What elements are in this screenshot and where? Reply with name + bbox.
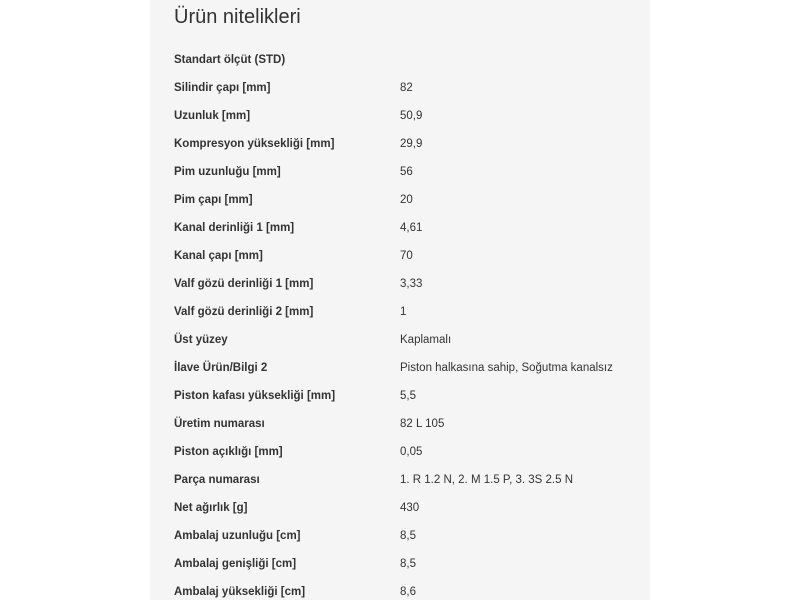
table-row — [174, 158, 634, 186]
attribute-name: Silindir çapı [mm] — [174, 82, 271, 94]
table-row — [174, 354, 634, 382]
attribute-value: 4,61 — [400, 222, 423, 234]
attribute-name: Ambalaj genişliği [cm] — [174, 558, 297, 570]
attribute-name: İlave Ürün/Bilgi 2 — [174, 362, 268, 374]
attribute-value: Piston halkasına sahip, Soğutma kanalsız — [400, 362, 613, 374]
table-row — [174, 382, 634, 410]
attribute-value: 20 — [400, 194, 413, 206]
attribute-value: 8,5 — [400, 530, 416, 542]
attribute-value: Kaplamalı — [400, 334, 452, 346]
table-row — [174, 550, 634, 578]
table-row — [174, 326, 634, 354]
attribute-value: 8,5 — [400, 558, 416, 570]
table-row — [174, 46, 634, 74]
attribute-value: 70 — [400, 250, 413, 262]
table-row — [174, 494, 634, 522]
table-row — [174, 298, 634, 326]
attribute-name: Ambalaj uzunluğu [cm] — [174, 530, 301, 542]
attribute-value: 0,05 — [400, 446, 423, 458]
product-attributes-panel — [150, 0, 650, 600]
attribute-value — [400, 46, 634, 74]
attribute-value: 5,5 — [400, 390, 416, 402]
section-title: Ürün nitelikleri — [174, 6, 301, 28]
attribute-name: Standart ölçüt (STD) — [174, 54, 286, 66]
table-row — [174, 522, 634, 550]
table-row — [174, 438, 634, 466]
attribute-name: Piston açıklığı [mm] — [174, 446, 283, 458]
attribute-name: Kanal derinliği 1 [mm] — [174, 222, 295, 234]
attribute-value: 430 — [400, 502, 420, 514]
attributes-table — [174, 46, 634, 606]
attribute-name: Üretim numarası — [174, 418, 265, 430]
table-row — [174, 578, 634, 606]
table-row — [174, 410, 634, 438]
attribute-name: Parça numarası — [174, 474, 260, 486]
attribute-value: 1. R 1.2 N, 2. M 1.5 P, 3. 3S 2.5 N — [400, 474, 574, 486]
attribute-value: 82 — [400, 82, 413, 94]
attribute-name: Valf gözü derinliği 1 [mm] — [174, 278, 314, 290]
table-row — [174, 186, 634, 214]
table-row — [174, 466, 634, 494]
table-row — [174, 130, 634, 158]
attribute-name: Pim çapı [mm] — [174, 194, 253, 206]
attribute-value: 3,33 — [400, 278, 423, 290]
attribute-value: 56 — [400, 166, 413, 178]
table-row — [174, 214, 634, 242]
attribute-name: Uzunluk [mm] — [174, 110, 251, 122]
attribute-value: 50,9 — [400, 110, 423, 122]
attribute-value: 29,9 — [400, 138, 423, 150]
attribute-name: Piston kafası yüksekliği [mm] — [174, 390, 336, 402]
attribute-name: Valf gözü derinliği 2 [mm] — [174, 306, 314, 318]
attribute-name: Üst yüzey — [174, 334, 228, 346]
attribute-name: Ambalaj yüksekliği [cm] — [174, 586, 306, 598]
table-row — [174, 74, 634, 102]
attribute-name: Pim uzunluğu [mm] — [174, 166, 281, 178]
table-row — [174, 270, 634, 298]
attribute-name: Kanal çapı [mm] — [174, 250, 263, 262]
table-row — [174, 242, 634, 270]
attribute-value: 1 — [400, 306, 407, 318]
attribute-name: Kompresyon yüksekliği [mm] — [174, 138, 335, 150]
attribute-value: 82 L 105 — [400, 418, 445, 430]
table-row — [174, 102, 634, 130]
attribute-value: 8,6 — [400, 586, 416, 598]
attribute-name: Net ağırlık [g] — [174, 502, 248, 514]
